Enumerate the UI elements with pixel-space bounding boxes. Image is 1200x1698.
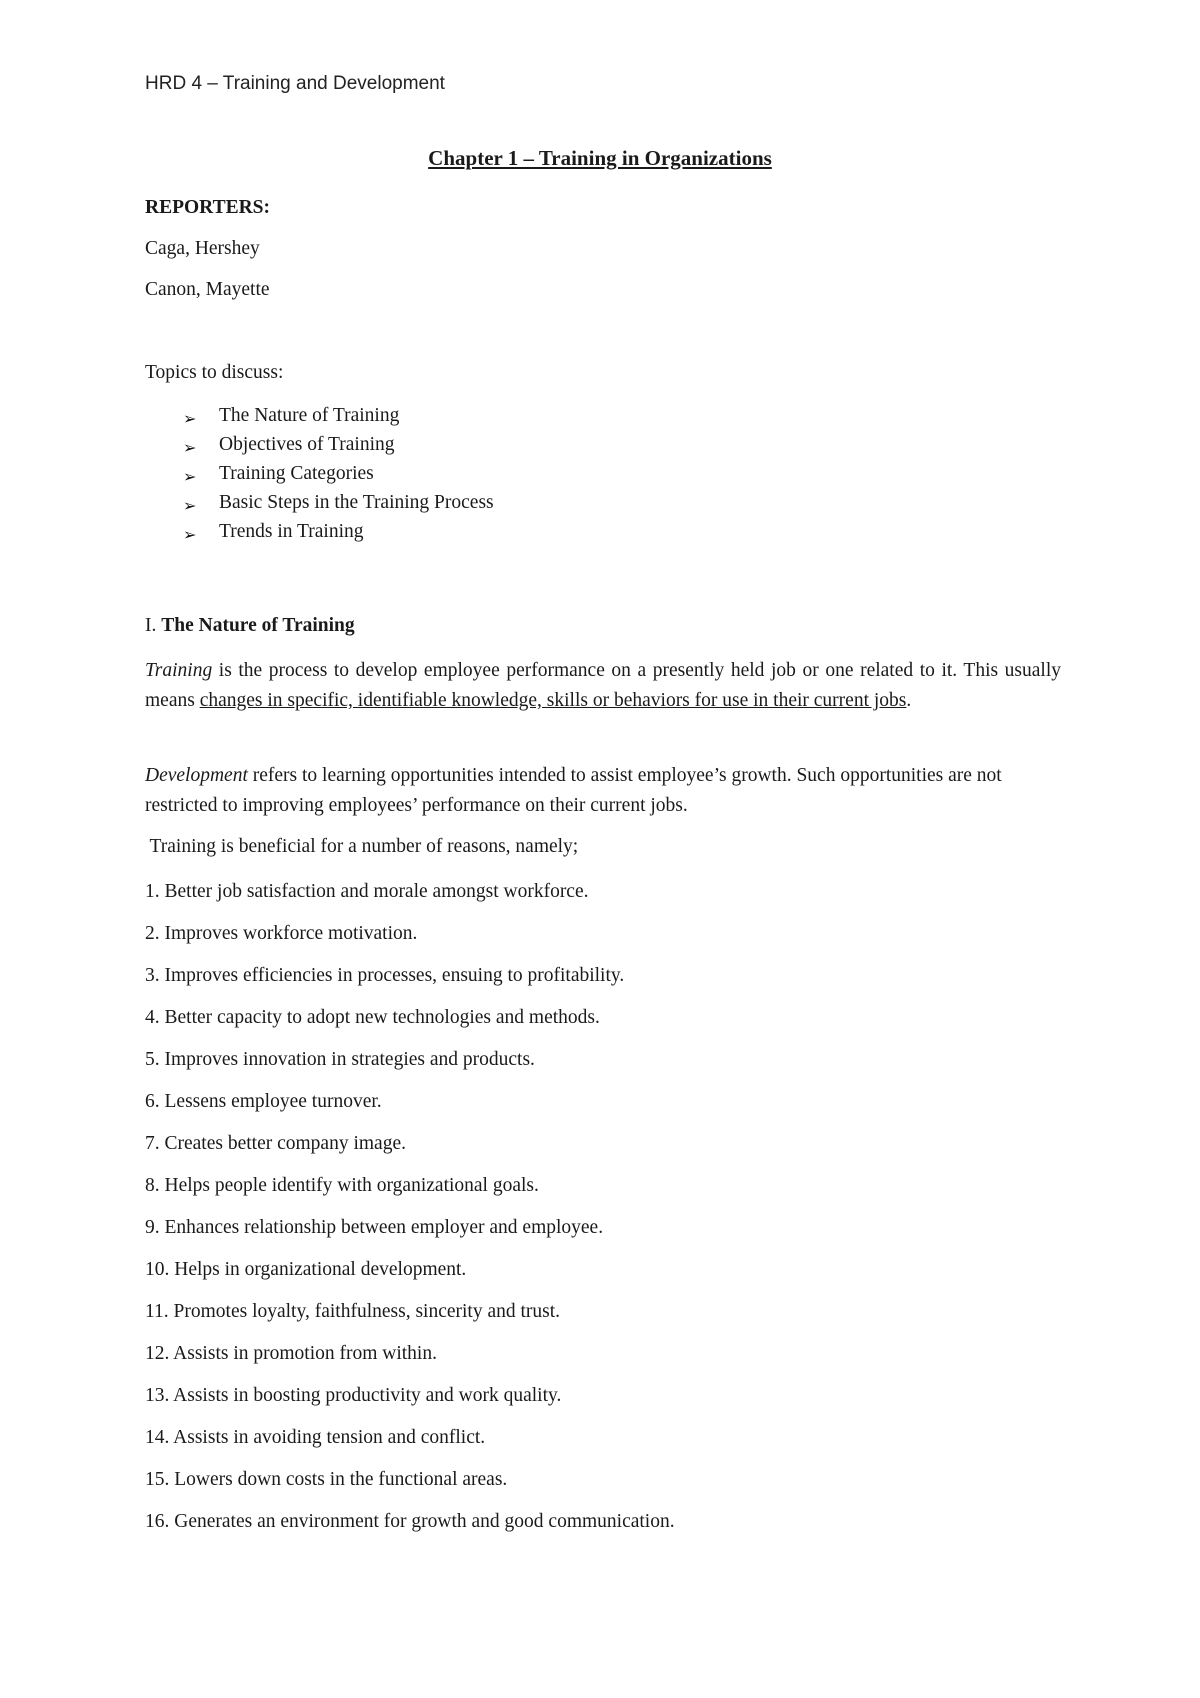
reporter-name: Caga, Hershey — [145, 238, 260, 259]
list-item: 9. Enhances relationship between employer and employee. — [145, 1217, 604, 1238]
list-item: 3. Improves efficiencies in processes, ensuing to profitability. — [145, 965, 625, 986]
list-item: 1. Better job satisfaction and morale amongst workforce. — [145, 881, 589, 902]
arrowhead-bullet-icon: ➢ — [183, 496, 197, 515]
topic-label: The Nature of Training — [219, 405, 400, 426]
arrowhead-bullet-icon: ➢ — [183, 438, 197, 457]
reporters-heading: REPORTERS: — [145, 197, 270, 218]
section-numeral: I. — [145, 615, 157, 636]
list-item: 5. Improves innovation in strategies and products. — [145, 1049, 535, 1070]
term-development: Development — [145, 765, 248, 786]
list-item: 7. Creates better company image. — [145, 1133, 406, 1154]
list-item: 14. Assists in avoiding tension and conflict. — [145, 1427, 486, 1448]
training-text: is the process to develop employee performance on a presently held job or one related to it. This usually means — [145, 660, 1061, 711]
list-item: 11. Promotes loyalty, faithfulness, sincerity and trust. — [145, 1301, 561, 1322]
development-text: refers to learning opportunities intended to assist employee’s growth. Such opportunities are not restricted to improving employees’ performance on their current jobs. — [145, 765, 1002, 816]
section-heading — [145, 615, 355, 637]
development-paragraph — [145, 761, 1061, 821]
section-title: The Nature of Training — [161, 615, 355, 636]
list-item: 2. Improves workforce motivation. — [145, 923, 418, 944]
arrowhead-bullet-icon: ➢ — [183, 525, 197, 544]
training-text-end: . — [906, 690, 912, 711]
arrowhead-bullet-icon: ➢ — [183, 467, 197, 486]
reporter-name: Canon, Mayette — [145, 279, 270, 300]
topics-heading: Topics to discuss: — [145, 362, 284, 383]
training-underlined-text: changes in specific, identifiable knowledge, skills or behaviors for use in their current jobs — [199, 690, 907, 711]
list-item: 8. Helps people identify with organizational goals. — [145, 1175, 539, 1196]
topic-label: Training Categories — [219, 463, 374, 484]
topic-label: Trends in Training — [219, 521, 364, 542]
training-paragraph — [145, 656, 1061, 716]
list-item: 12. Assists in promotion from within. — [145, 1343, 437, 1364]
term-training: Training — [145, 660, 213, 681]
topic-label: Basic Steps in the Training Process — [219, 492, 494, 513]
list-item: 15. Lowers down costs in the functional areas. — [145, 1469, 508, 1490]
chapter-title: Chapter 1 – Training in Organizations — [428, 146, 772, 170]
list-item: 16. Generates an environment for growth and good communication. — [145, 1511, 675, 1532]
topic-label: Objectives of Training — [219, 434, 395, 455]
arrowhead-bullet-icon: ➢ — [183, 409, 197, 428]
list-item: 6. Lessens employee turnover. — [145, 1091, 382, 1112]
list-item: 13. Assists in boosting productivity and work quality. — [145, 1385, 562, 1406]
page-header: HRD 4 – Training and Development — [145, 73, 445, 94]
list-item: 4. Better capacity to adopt new technologies and methods. — [145, 1007, 600, 1028]
list-item: 10. Helps in organizational development. — [145, 1259, 467, 1280]
reasons-intro: Training is beneficial for a number of reasons, namely; — [145, 836, 579, 857]
